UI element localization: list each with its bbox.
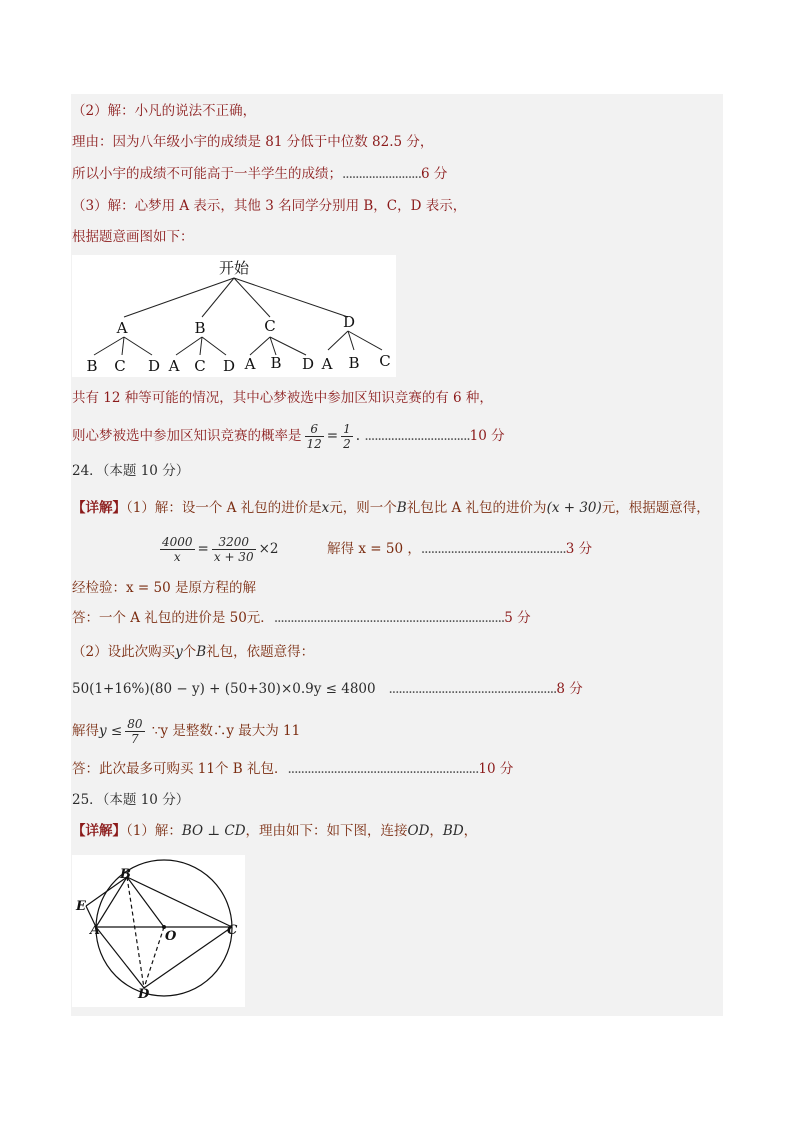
- var-x: x: [321, 500, 330, 516]
- q24-part2-a: （2）设此次购买: [72, 644, 176, 660]
- q24-answer2-dots: ..........................................................: [287, 761, 479, 777]
- q24-line1-a: （1）解：设一个 A 礼包的进价是: [126, 500, 322, 516]
- circle-figure-svg: [72, 855, 245, 1007]
- part2-line2: 理由：因为八年级小宇的成绩是 81 分低于中位数 82.5 分，: [72, 134, 434, 150]
- q24-solution-y: y ≤: [99, 723, 123, 739]
- var-y: y: [175, 644, 183, 660]
- part2-line3: [72, 165, 447, 183]
- q25-line1-b: ，理由如下：如下图，连接: [245, 823, 408, 839]
- eq-fraction-1: $\frac{4000}{x}$: [162, 535, 193, 564]
- tree-level2-node: D: [147, 357, 161, 375]
- q24-line1-c: 礼包比 A 礼包的进价为: [406, 500, 547, 516]
- q24-part2-b: 个: [182, 644, 197, 660]
- q24-solution-a: 解得: [72, 723, 99, 739]
- tree-level2-node: D: [222, 357, 236, 375]
- part2-line3-score: 6 分: [421, 166, 448, 182]
- part3-line4: [72, 422, 505, 451]
- point-label: E: [76, 899, 86, 914]
- q24-inequality-score: 8 分: [556, 681, 583, 697]
- q24-answer1: [72, 609, 531, 627]
- part3-line3: 共有 12 种等可能的情况，其中心梦被选中参加区知识竞赛的有 6 种，: [72, 390, 493, 406]
- q24-line1-b: 元，则一个: [329, 500, 397, 516]
- q25-tag: 【详解】: [72, 823, 126, 839]
- tree-level2-node: B: [86, 357, 98, 375]
- tree-diagram-svg: [72, 255, 396, 377]
- tree-level2-node: A: [321, 355, 333, 373]
- q25-line1: [72, 822, 477, 840]
- q24-line1: [72, 499, 710, 517]
- tree-level2-node: B: [270, 354, 282, 372]
- tree-level2-node: C: [379, 352, 391, 370]
- tree-level2-node: C: [194, 357, 206, 375]
- tree-level1-node: B: [194, 319, 206, 337]
- q25-sep: ，: [429, 823, 443, 839]
- tree-level2-node: A: [168, 357, 180, 375]
- part3-line1: （3）解：心梦用 A 表示，其他 3 名同学分别用 B，C，D 表示，: [72, 198, 467, 214]
- point-label: D: [138, 987, 150, 1002]
- part2-line3-dots: ........................: [342, 166, 421, 182]
- q24-solve: 解得 x = 50 ，: [327, 541, 421, 557]
- part3-line2: 根据题意画图如下：: [72, 229, 194, 245]
- q24-part2-c: 礼包，依题意得：: [206, 644, 315, 660]
- solution-fraction: $\frac{80}{7}$: [127, 717, 143, 746]
- q24-answer1-text: 答：一个 A 礼包的进价是 50元．: [72, 610, 274, 626]
- tree-level1-node: D: [342, 313, 356, 331]
- point-label: A: [90, 923, 101, 938]
- q24-tag: 【详解】: [72, 500, 126, 516]
- tree-level1-node: A: [116, 319, 128, 337]
- q24-check: 经检验：x = 50 是原方程的解: [72, 580, 256, 596]
- q24-heading: 24．（本题 10 分）: [72, 463, 190, 479]
- part3-line4-dots: ................................: [364, 428, 470, 444]
- eq-tail: ×2: [258, 541, 279, 557]
- tree-level2-node: C: [114, 357, 126, 375]
- probability-fraction-1: $\frac{6}{12}$: [306, 422, 322, 451]
- tree-level2-node: D: [301, 355, 315, 373]
- q25-heading: 25．（本题 10 分）: [72, 792, 190, 808]
- q24-line1-d: 元，根据题意得，: [601, 500, 710, 516]
- tree-level1-node: C: [264, 317, 276, 335]
- probability-fraction-2: $\frac{1}{2}$: [343, 422, 351, 451]
- segment-bd: BD: [442, 823, 464, 839]
- expr-x-plus-30: (x + 30): [546, 500, 602, 516]
- q24-solution-b: ∵y 是整数∴y 最大为 11: [151, 723, 301, 739]
- point-label: B: [120, 867, 131, 882]
- segment-od: OD: [407, 823, 430, 839]
- q24-solution-line: [72, 714, 300, 748]
- q24-answer1-score: 5 分: [504, 610, 531, 626]
- tree-level2-node: B: [348, 354, 360, 372]
- part2-line1: （2）解：小凡的说法不正确，: [72, 103, 257, 119]
- eq-fraction-2: $\frac{3200}{x + 30}$: [213, 535, 254, 564]
- q25-line1-a: （1）解：: [126, 823, 182, 839]
- tree-diagram: [72, 255, 396, 377]
- tree-root: 开始: [218, 259, 250, 277]
- q24-inequality-line: [72, 680, 583, 698]
- q24-equation-line: [157, 531, 592, 567]
- q25-end: ，: [463, 823, 478, 839]
- point-label: C: [227, 923, 238, 938]
- part2-line3-text: 所以小宇的成绩不可能高于一半学生的成绩；: [72, 166, 342, 182]
- part3-line4-score: 10 分: [469, 428, 505, 444]
- q24-answer2-score: 10 分: [478, 761, 514, 777]
- q24-inequality-dots: ...................................................: [388, 681, 557, 697]
- q24-inequality: 50(1+16%)(80 − y) + (50+30)×0.9y ≤ 4800: [72, 681, 376, 697]
- circle-figure: [72, 855, 245, 1007]
- var-B: B: [396, 500, 407, 516]
- q24-answer2-text: 答：此次最多可购买 11个 B 礼包．: [72, 761, 288, 777]
- q25-relation: BO ⊥ CD: [181, 823, 246, 839]
- eq-equals: =: [197, 541, 209, 557]
- var-B: B: [196, 644, 207, 660]
- q24-part2: [72, 643, 314, 661]
- tree-level2-node: A: [244, 355, 256, 373]
- q24-answer2: [72, 760, 513, 778]
- q24-solve-score: 3 分: [565, 541, 593, 557]
- q24-answer1-dots: ......................................................................: [273, 610, 505, 626]
- point-label: O: [165, 929, 177, 944]
- part3-line4-text: 则心梦被选中参加区知识竞赛的概率是: [72, 428, 302, 444]
- period: .: [355, 428, 361, 444]
- equals-sign: =: [326, 428, 339, 444]
- q24-solve-dots: ............................................: [420, 541, 566, 557]
